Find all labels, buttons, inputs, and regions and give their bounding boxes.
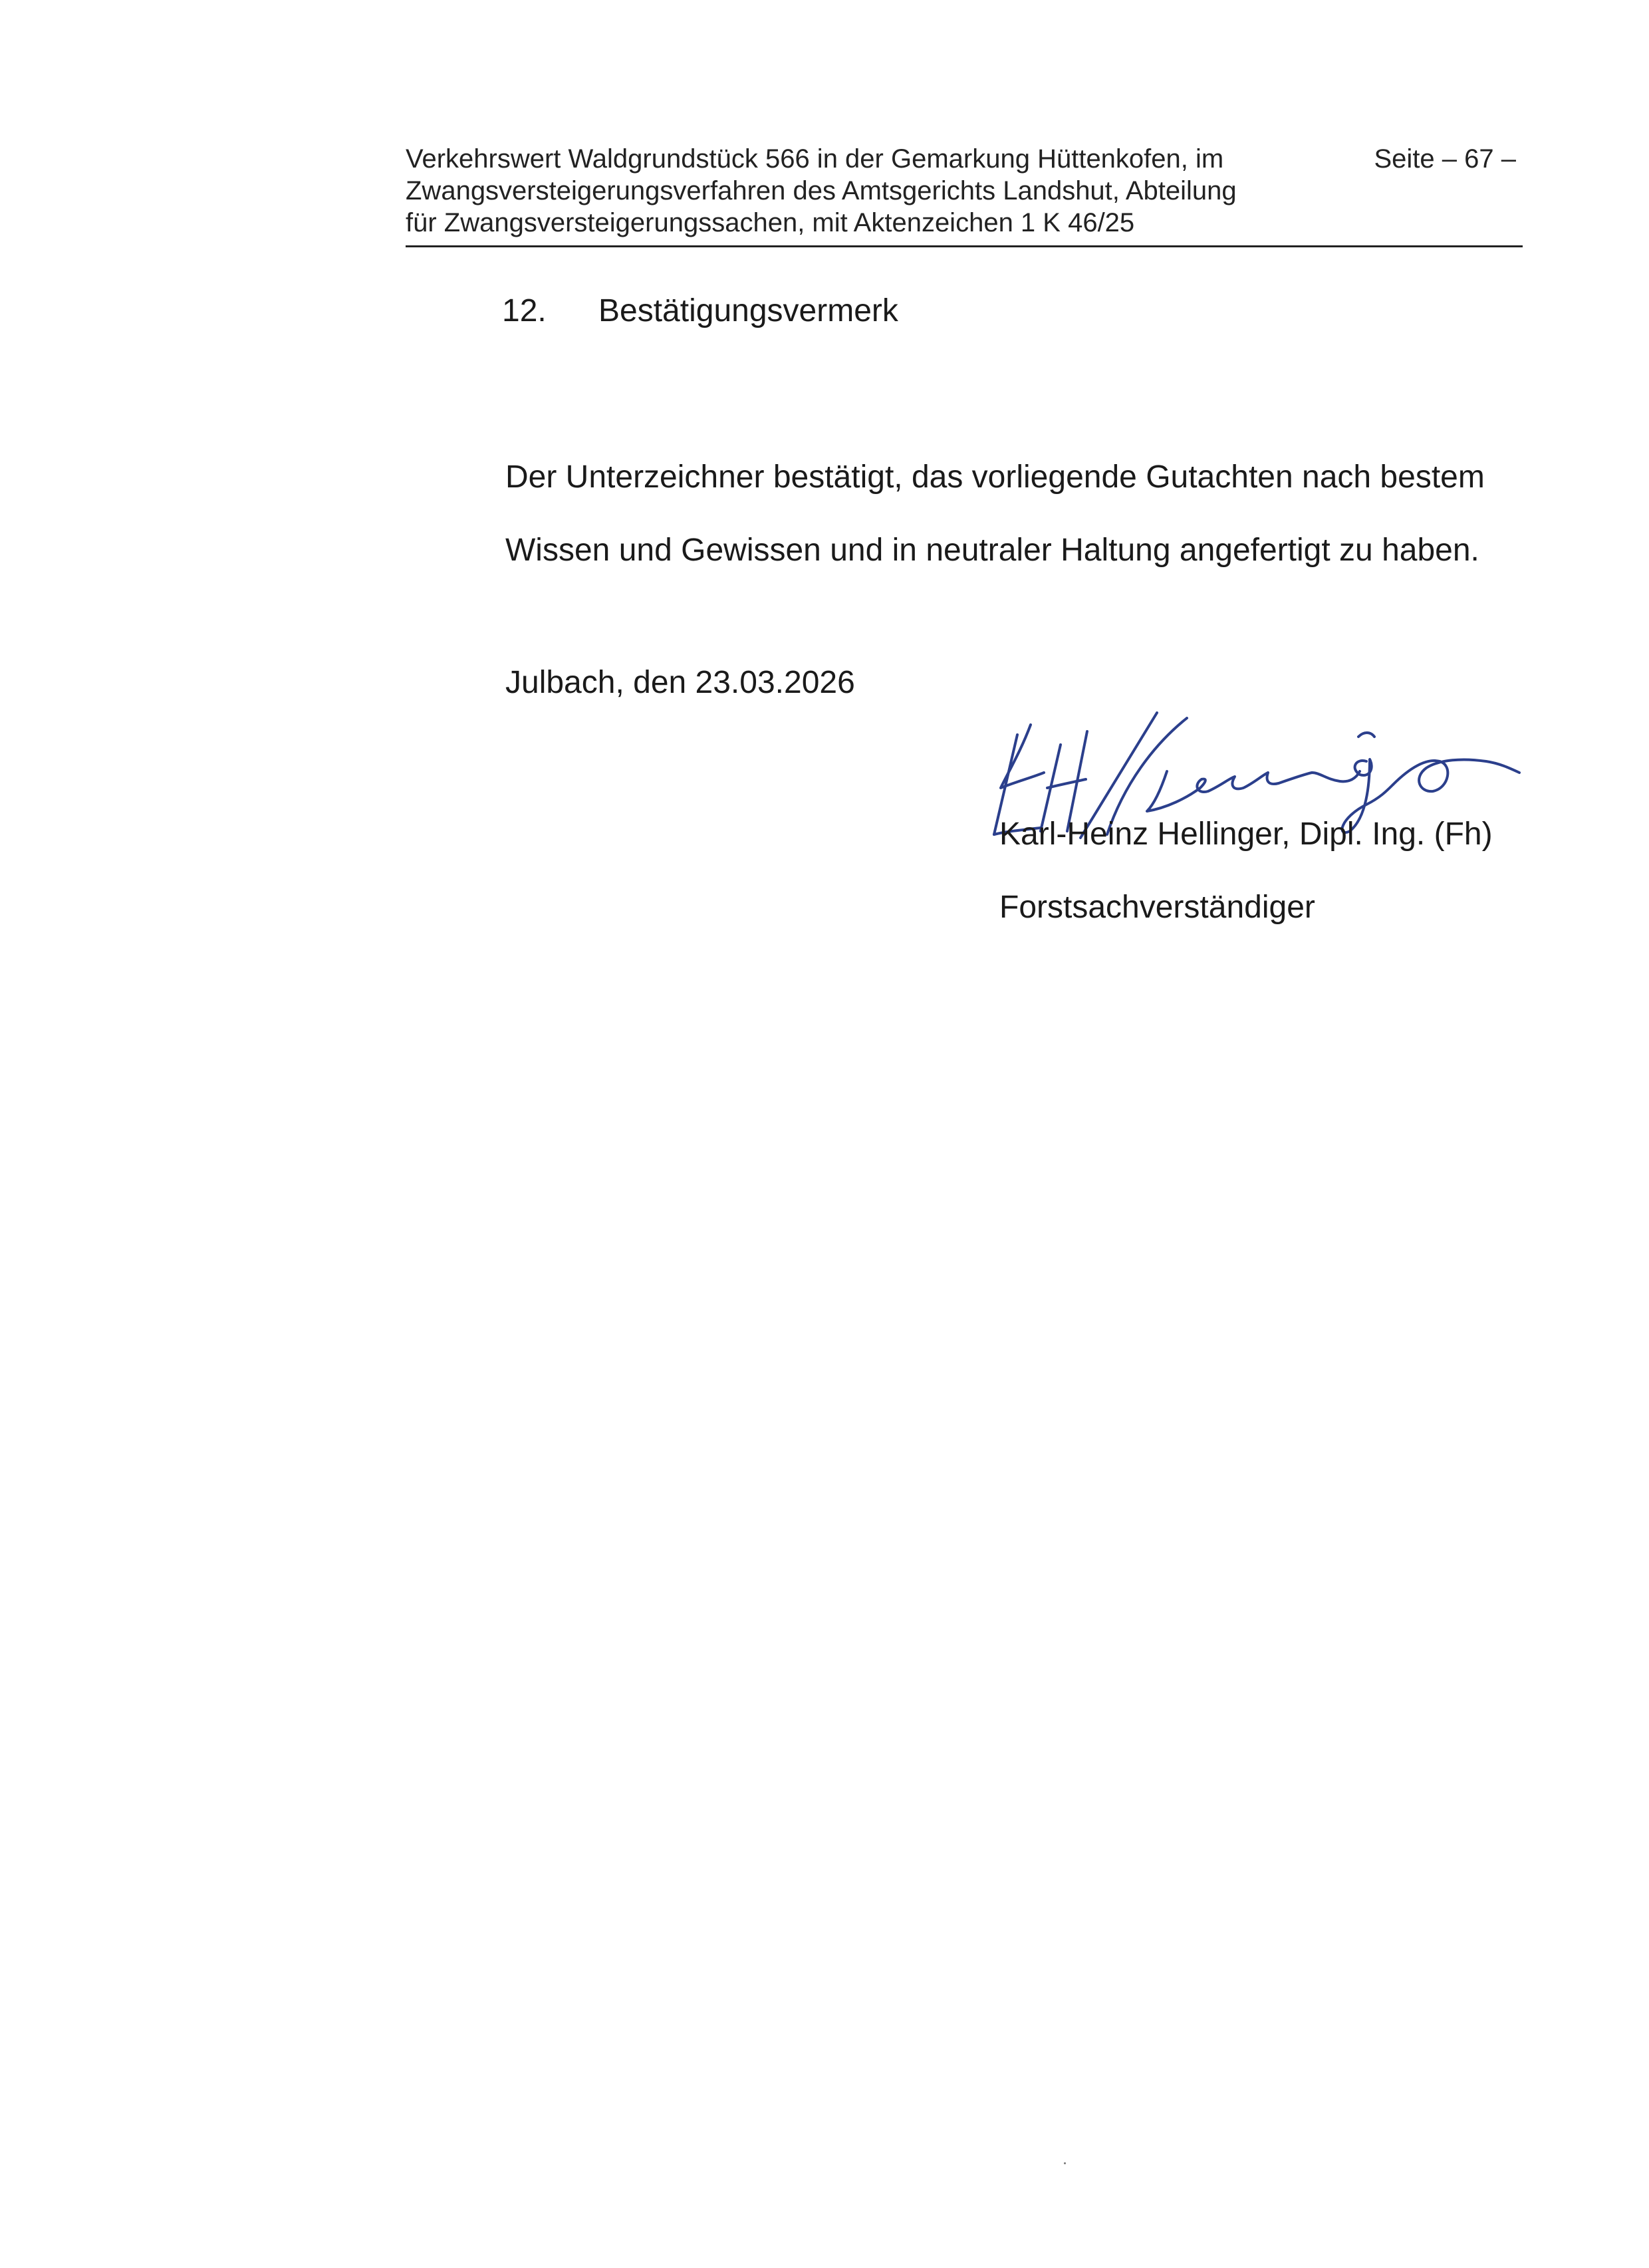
page-number: Seite – 67 – — [1374, 144, 1516, 174]
statement-line: Wissen und Gewissen und in neutraler Haltung angefertigt zu haben. — [505, 533, 1479, 568]
place-and-date: Julbach, den 23.03.2026 — [505, 665, 855, 700]
header-line: Verkehrswert Waldgrundstück 566 in der Gemarkung Hüttenkofen, im — [406, 144, 1224, 174]
scan-speck — [1064, 2162, 1066, 2164]
section-title: Bestätigungsvermerk — [598, 293, 898, 328]
header-description — [406, 143, 1336, 239]
section-heading — [502, 291, 898, 331]
signer-name: Karl-Heinz Hellinger, Dipl. Ing. (Fh) — [999, 817, 1493, 852]
section-number: 12. — [502, 293, 547, 328]
statement-line: Der Unterzeichner bestätigt, das vorliegende Gutachten nach bestem — [505, 459, 1485, 495]
header-line: für Zwangsversteigerungssachen, mit Aktenzeichen 1 K 46/25 — [406, 208, 1135, 237]
signer-title: Forstsachverständiger — [999, 890, 1315, 925]
page-header — [406, 143, 1523, 247]
confirmation-statement — [505, 441, 1543, 587]
header-line: Zwangsversteigerungsverfahren des Amtsgerichts Landshut, Abteilung — [406, 176, 1237, 205]
